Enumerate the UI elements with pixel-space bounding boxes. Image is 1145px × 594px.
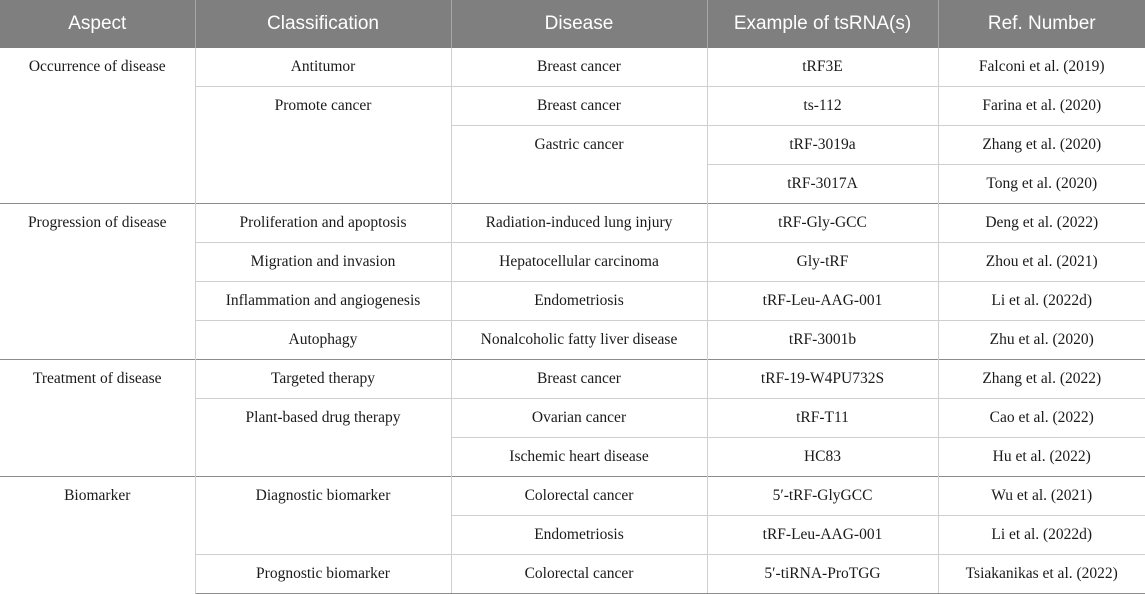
ref-cell: Zhu et al. (2020) (938, 321, 1145, 360)
disease-cell: Endometriosis (451, 516, 707, 555)
disease-cell: Nonalcoholic fatty liver disease (451, 321, 707, 360)
example-cell: tRF3E (707, 48, 938, 87)
classification-cell: Promote cancer (195, 87, 451, 204)
disease-cell: Ischemic heart disease (451, 438, 707, 477)
classification-cell: Prognostic biomarker (195, 555, 451, 594)
classification-cell: Targeted therapy (195, 360, 451, 399)
ref-cell: Deng et al. (2022) (938, 204, 1145, 243)
classification-cell: Plant-based drug therapy (195, 399, 451, 477)
example-cell: 5′-tiRNA-ProTGG (707, 555, 938, 594)
aspect-cell: Biomarker (0, 477, 195, 594)
aspect-cell: Progression of disease (0, 204, 195, 360)
ref-cell: Farina et al. (2020) (938, 87, 1145, 126)
ref-cell: Zhang et al. (2020) (938, 126, 1145, 165)
table-row (0, 360, 1145, 399)
aspect-cell: Treatment of disease (0, 360, 195, 477)
header-disease: Disease (451, 0, 707, 48)
ref-cell: Li et al. (2022d) (938, 516, 1145, 555)
example-cell: tRF-Leu-AAG-001 (707, 282, 938, 321)
example-cell: tRF-19-W4PU732S (707, 360, 938, 399)
table-row (0, 204, 1145, 243)
ref-cell: Tong et al. (2020) (938, 165, 1145, 204)
table-row (0, 48, 1145, 87)
disease-cell: Breast cancer (451, 87, 707, 126)
example-cell: HC83 (707, 438, 938, 477)
classification-cell: Diagnostic biomarker (195, 477, 451, 555)
disease-cell: Radiation-induced lung injury (451, 204, 707, 243)
classification-cell: Autophagy (195, 321, 451, 360)
ref-cell: Falconi et al. (2019) (938, 48, 1145, 87)
ref-cell: Hu et al. (2022) (938, 438, 1145, 477)
disease-cell: Colorectal cancer (451, 477, 707, 516)
ref-cell: Tsiakanikas et al. (2022) (938, 555, 1145, 594)
header-example: Example of tsRNA(s) (707, 0, 938, 48)
header-row (0, 0, 1145, 48)
ref-cell: Zhang et al. (2022) (938, 360, 1145, 399)
example-cell: tRF-Leu-AAG-001 (707, 516, 938, 555)
disease-cell: Breast cancer (451, 360, 707, 399)
example-cell: tRF-3001b (707, 321, 938, 360)
example-cell: tRF-3019a (707, 126, 938, 165)
ref-cell: Wu et al. (2021) (938, 477, 1145, 516)
table-row (0, 477, 1145, 516)
example-cell: ts-112 (707, 87, 938, 126)
ref-cell: Cao et al. (2022) (938, 399, 1145, 438)
disease-cell: Hepatocellular carcinoma (451, 243, 707, 282)
header-ref: Ref. Number (938, 0, 1145, 48)
classification-cell: Inflammation and angiogenesis (195, 282, 451, 321)
disease-cell: Breast cancer (451, 48, 707, 87)
disease-cell: Colorectal cancer (451, 555, 707, 594)
disease-cell: Ovarian cancer (451, 399, 707, 438)
example-cell: tRF-Gly-GCC (707, 204, 938, 243)
ref-cell: Li et al. (2022d) (938, 282, 1145, 321)
classification-cell: Migration and invasion (195, 243, 451, 282)
classification-cell: Antitumor (195, 48, 451, 87)
disease-cell: Endometriosis (451, 282, 707, 321)
aspect-cell: Occurrence of disease (0, 48, 195, 204)
ref-cell: Zhou et al. (2021) (938, 243, 1145, 282)
example-cell: tRF-T11 (707, 399, 938, 438)
header-aspect: Aspect (0, 0, 195, 48)
disease-cell: Gastric cancer (451, 126, 707, 204)
classification-cell: Proliferation and apoptosis (195, 204, 451, 243)
example-cell: tRF-3017A (707, 165, 938, 204)
example-cell: 5′-tRF-GlyGCC (707, 477, 938, 516)
example-cell: Gly-tRF (707, 243, 938, 282)
header-classification: Classification (195, 0, 451, 48)
